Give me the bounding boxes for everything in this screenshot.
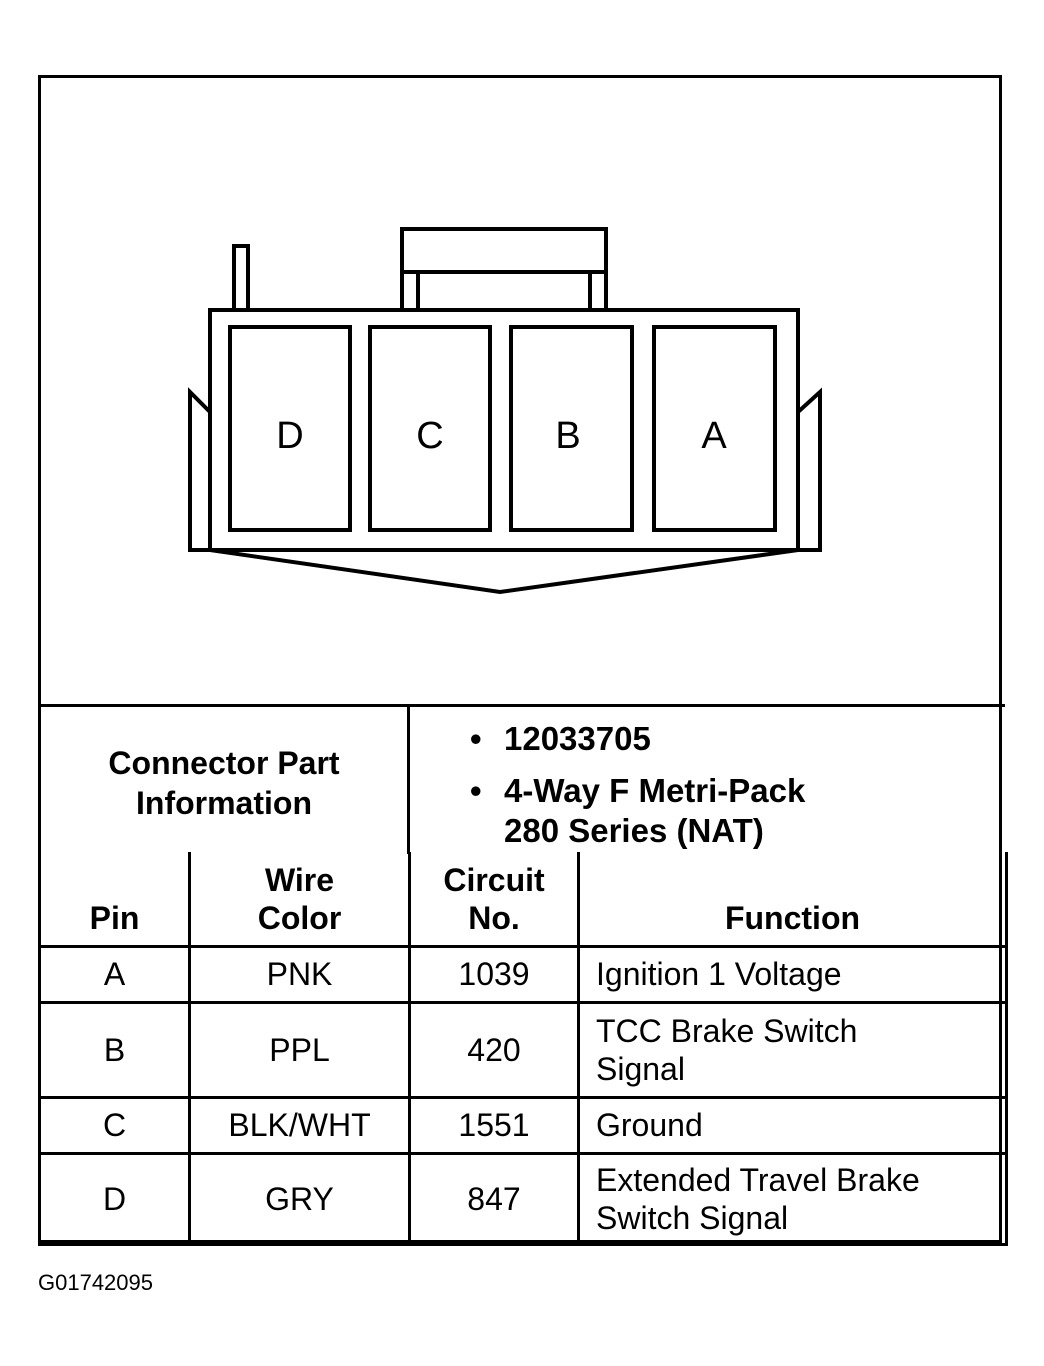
- table-row: [40, 946, 1007, 1002]
- top-latch: [402, 229, 606, 310]
- pin-cell: B: [40, 1002, 190, 1097]
- pin-cell: D: [40, 1153, 190, 1244]
- table-row: [40, 1153, 1007, 1244]
- part-info-title: Connector Part Information: [108, 745, 340, 821]
- header-circuit: Circuit No.: [410, 852, 579, 946]
- circuit-cell: 1551: [410, 1097, 579, 1153]
- pin-label-d: D: [276, 415, 304, 457]
- table-header-row: [40, 852, 1007, 946]
- connector-series-item: [470, 771, 805, 851]
- bullet-icon: •: [470, 720, 482, 757]
- function-cell: TCC Brake Switch Signal: [579, 1002, 1007, 1097]
- function-cell: Ignition 1 Voltage: [579, 946, 1007, 1002]
- function-cell: Ground: [579, 1097, 1007, 1153]
- wire-color-cell: PPL: [190, 1002, 410, 1097]
- figure-id: G01742095: [38, 1270, 153, 1295]
- wire-color-cell: GRY: [190, 1153, 410, 1244]
- header-pin: Pin: [40, 852, 190, 946]
- header-wire-color: Wire Color: [190, 852, 410, 946]
- bullet-icon: •: [470, 772, 482, 809]
- part-info-divider: [407, 707, 410, 854]
- header-function: Function: [579, 852, 1007, 946]
- circuit-cell: 1039: [410, 946, 579, 1002]
- right-wing: [798, 392, 820, 550]
- wire-color-cell: BLK/WHT: [190, 1097, 410, 1153]
- part-number: 12033705: [504, 720, 651, 757]
- pin-cell: C: [40, 1097, 190, 1153]
- wire-color-cell: PNK: [190, 946, 410, 1002]
- pin-cell: A: [40, 946, 190, 1002]
- circuit-cell: 847: [410, 1153, 579, 1244]
- table-row: [40, 1002, 1007, 1097]
- pin-label-a: A: [701, 415, 727, 457]
- left-wing: [190, 392, 210, 550]
- pin-label-b: B: [555, 415, 581, 457]
- table-row: [40, 1097, 1007, 1153]
- connector-series: 4-Way F Metri-Pack 280 Series (NAT): [504, 772, 806, 849]
- locking-tab: [234, 246, 248, 310]
- pin-table: [38, 852, 1008, 1246]
- function-cell: Extended Travel Brake Switch Signal: [579, 1153, 1007, 1244]
- connector-part-info: [38, 704, 1005, 854]
- bottom-chevron: [210, 550, 798, 592]
- pin-label-c: C: [416, 415, 444, 457]
- part-number-item: [470, 719, 651, 759]
- circuit-cell: 420: [410, 1002, 579, 1097]
